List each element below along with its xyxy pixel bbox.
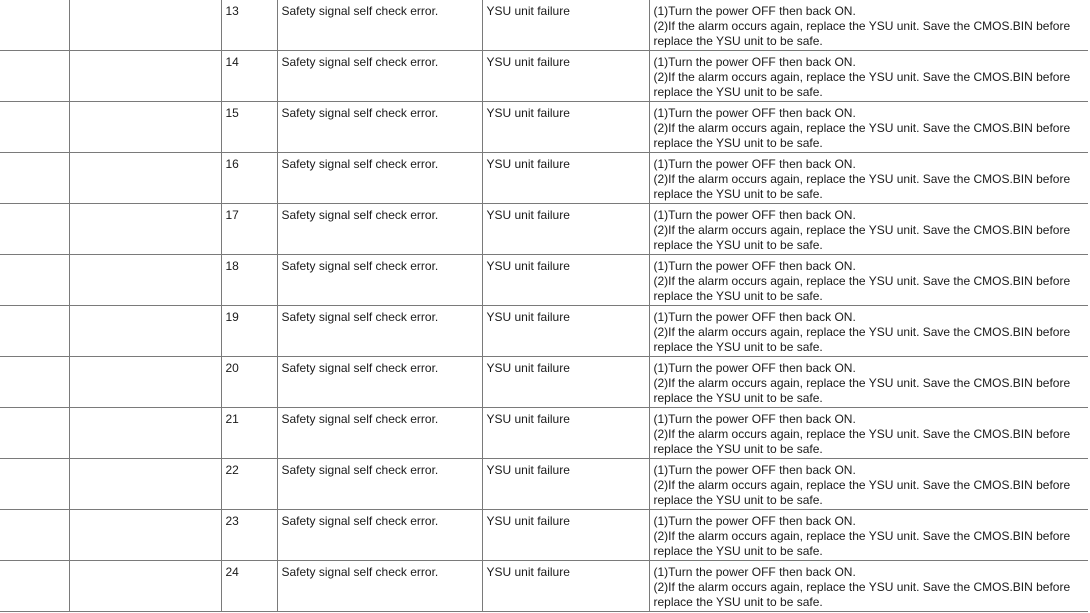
- alarm-number-cell: 24: [221, 561, 277, 612]
- remedy-line: (2)If the alarm occurs again, replace the YSU unit. Save the CMOS.BIN before: [653, 580, 1071, 595]
- blank-cell-1: [0, 510, 69, 561]
- blank-cell-1: [0, 306, 69, 357]
- alarm-remedy-cell: [649, 408, 1088, 459]
- alarm-number-cell: 15: [221, 102, 277, 153]
- alarm-remedy-cell: [649, 306, 1088, 357]
- remedy-line: (1)Turn the power OFF then back ON.: [653, 310, 856, 324]
- remedy-line: (2)If the alarm occurs again, replace the YSU unit. Save the CMOS.BIN before: [653, 478, 1071, 493]
- alarm-message-cell: Safety signal self check error.: [277, 153, 482, 204]
- alarm-message-cell: Safety signal self check error.: [277, 0, 482, 51]
- alarm-remedy-cell: [649, 357, 1088, 408]
- alarm-message-cell: Safety signal self check error.: [277, 255, 482, 306]
- alarm-cause-cell: YSU unit failure: [482, 51, 649, 102]
- alarm-cause-cell: YSU unit failure: [482, 306, 649, 357]
- alarm-message-cell: Safety signal self check error.: [277, 459, 482, 510]
- remedy-line: (1)Turn the power OFF then back ON.: [653, 157, 856, 171]
- remedy-line: (1)Turn the power OFF then back ON.: [653, 565, 856, 579]
- remedy-line: (1)Turn the power OFF then back ON.: [653, 208, 856, 222]
- remedy-line: (2)If the alarm occurs again, replace the YSU unit. Save the CMOS.BIN before: [653, 172, 1071, 187]
- alarm-remedy-cell: [649, 102, 1088, 153]
- remedy-line: replace the YSU unit to be safe.: [653, 595, 823, 610]
- blank-cell-1: [0, 0, 69, 51]
- alarm-remedy-cell: [649, 51, 1088, 102]
- blank-cell-2: [69, 51, 221, 102]
- alarm-message-cell: Safety signal self check error.: [277, 102, 482, 153]
- remedy-line: (1)Turn the power OFF then back ON.: [653, 361, 856, 375]
- blank-cell-2: [69, 357, 221, 408]
- blank-cell-2: [69, 306, 221, 357]
- remedy-line: (2)If the alarm occurs again, replace the YSU unit. Save the CMOS.BIN before: [653, 274, 1071, 289]
- alarm-cause-cell: YSU unit failure: [482, 204, 649, 255]
- table-row: [0, 102, 1088, 153]
- table-row: [0, 510, 1088, 561]
- remedy-line: replace the YSU unit to be safe.: [653, 34, 823, 49]
- blank-cell-2: [69, 0, 221, 51]
- remedy-line: (2)If the alarm occurs again, replace the YSU unit. Save the CMOS.BIN before: [653, 325, 1071, 340]
- remedy-line: (2)If the alarm occurs again, replace the YSU unit. Save the CMOS.BIN before: [653, 19, 1071, 34]
- blank-cell-2: [69, 459, 221, 510]
- remedy-line: (2)If the alarm occurs again, replace the YSU unit. Save the CMOS.BIN before: [653, 376, 1071, 391]
- remedy-line: replace the YSU unit to be safe.: [653, 187, 823, 202]
- alarm-number-cell: 20: [221, 357, 277, 408]
- alarm-message-cell: Safety signal self check error.: [277, 510, 482, 561]
- alarm-number-cell: 19: [221, 306, 277, 357]
- table-row: [0, 255, 1088, 306]
- blank-cell-1: [0, 408, 69, 459]
- blank-cell-1: [0, 561, 69, 612]
- alarm-remedy-cell: [649, 561, 1088, 612]
- remedy-line: (1)Turn the power OFF then back ON.: [653, 4, 856, 18]
- remedy-line: (1)Turn the power OFF then back ON.: [653, 259, 856, 273]
- alarm-message-cell: Safety signal self check error.: [277, 357, 482, 408]
- alarm-cause-cell: YSU unit failure: [482, 561, 649, 612]
- remedy-line: (1)Turn the power OFF then back ON.: [653, 106, 856, 120]
- remedy-line: replace the YSU unit to be safe.: [653, 289, 823, 304]
- alarm-message-cell: Safety signal self check error.: [277, 51, 482, 102]
- alarm-cause-cell: YSU unit failure: [482, 153, 649, 204]
- remedy-line: (2)If the alarm occurs again, replace the YSU unit. Save the CMOS.BIN before: [653, 427, 1071, 442]
- remedy-line: replace the YSU unit to be safe.: [653, 391, 823, 406]
- alarm-message-cell: Safety signal self check error.: [277, 306, 482, 357]
- remedy-line: replace the YSU unit to be safe.: [653, 238, 823, 253]
- blank-cell-2: [69, 561, 221, 612]
- table-row: [0, 153, 1088, 204]
- alarm-number-cell: 22: [221, 459, 277, 510]
- alarm-number-cell: 18: [221, 255, 277, 306]
- remedy-line: replace the YSU unit to be safe.: [653, 493, 823, 508]
- blank-cell-2: [69, 102, 221, 153]
- table-row: [0, 459, 1088, 510]
- alarm-cause-cell: YSU unit failure: [482, 459, 649, 510]
- alarm-number-cell: 23: [221, 510, 277, 561]
- alarm-cause-cell: YSU unit failure: [482, 255, 649, 306]
- alarm-cause-cell: YSU unit failure: [482, 102, 649, 153]
- blank-cell-1: [0, 459, 69, 510]
- blank-cell-1: [0, 255, 69, 306]
- table-row: [0, 561, 1088, 612]
- remedy-line: replace the YSU unit to be safe.: [653, 340, 823, 355]
- alarm-remedy-cell: [649, 510, 1088, 561]
- alarm-remedy-cell: [649, 153, 1088, 204]
- remedy-line: (2)If the alarm occurs again, replace the YSU unit. Save the CMOS.BIN before: [653, 121, 1071, 136]
- blank-cell-1: [0, 153, 69, 204]
- alarm-cause-cell: YSU unit failure: [482, 408, 649, 459]
- remedy-line: replace the YSU unit to be safe.: [653, 136, 823, 151]
- table-row: [0, 204, 1088, 255]
- alarm-remedy-cell: [649, 204, 1088, 255]
- alarm-cause-cell: YSU unit failure: [482, 357, 649, 408]
- alarm-number-cell: 16: [221, 153, 277, 204]
- table-row: [0, 357, 1088, 408]
- remedy-line: (1)Turn the power OFF then back ON.: [653, 514, 856, 528]
- remedy-line: (2)If the alarm occurs again, replace the YSU unit. Save the CMOS.BIN before: [653, 70, 1071, 85]
- remedy-line: (1)Turn the power OFF then back ON.: [653, 55, 856, 69]
- alarm-number-cell: 21: [221, 408, 277, 459]
- remedy-line: (2)If the alarm occurs again, replace the YSU unit. Save the CMOS.BIN before: [653, 529, 1071, 544]
- alarm-number-cell: 13: [221, 0, 277, 51]
- remedy-line: (1)Turn the power OFF then back ON.: [653, 463, 856, 477]
- remedy-line: (2)If the alarm occurs again, replace the YSU unit. Save the CMOS.BIN before: [653, 223, 1071, 238]
- alarm-remedy-cell: [649, 459, 1088, 510]
- table-row: [0, 408, 1088, 459]
- table-row: [0, 306, 1088, 357]
- blank-cell-2: [69, 408, 221, 459]
- blank-cell-2: [69, 204, 221, 255]
- blank-cell-1: [0, 204, 69, 255]
- alarm-message-cell: Safety signal self check error.: [277, 561, 482, 612]
- table-row: [0, 51, 1088, 102]
- alarm-remedy-cell: [649, 255, 1088, 306]
- blank-cell-1: [0, 357, 69, 408]
- remedy-line: replace the YSU unit to be safe.: [653, 85, 823, 100]
- blank-cell-1: [0, 102, 69, 153]
- alarm-remedy-cell: [649, 0, 1088, 51]
- remedy-line: (1)Turn the power OFF then back ON.: [653, 412, 856, 426]
- alarm-cause-cell: YSU unit failure: [482, 510, 649, 561]
- alarm-message-cell: Safety signal self check error.: [277, 408, 482, 459]
- alarm-message-cell: Safety signal self check error.: [277, 204, 482, 255]
- blank-cell-2: [69, 255, 221, 306]
- blank-cell-2: [69, 153, 221, 204]
- alarm-number-cell: 17: [221, 204, 277, 255]
- table-row: [0, 0, 1088, 51]
- alarm-number-cell: 14: [221, 51, 277, 102]
- remedy-line: replace the YSU unit to be safe.: [653, 544, 823, 559]
- blank-cell-2: [69, 510, 221, 561]
- blank-cell-1: [0, 51, 69, 102]
- alarm-cause-cell: YSU unit failure: [482, 0, 649, 51]
- remedy-line: replace the YSU unit to be safe.: [653, 442, 823, 457]
